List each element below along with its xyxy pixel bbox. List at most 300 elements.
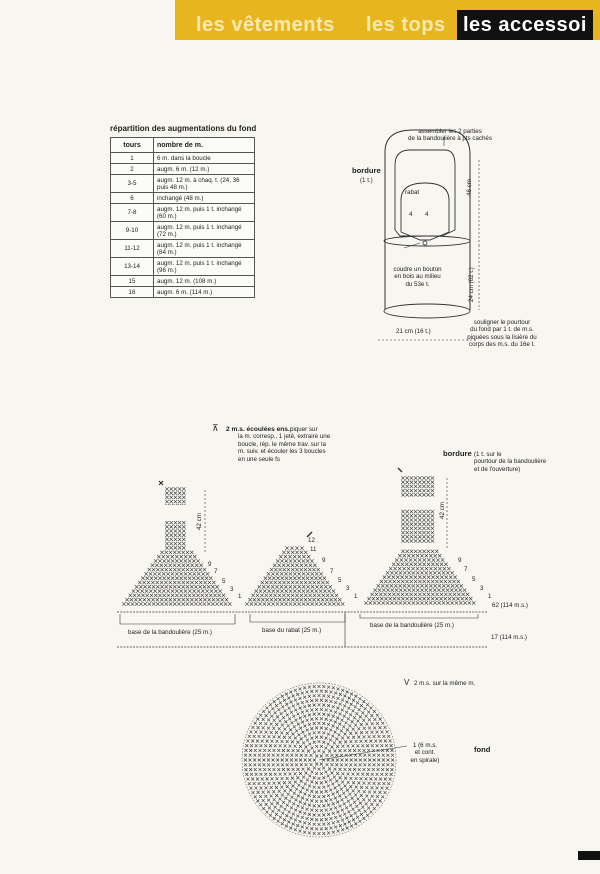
stitch-x <box>290 796 293 799</box>
tab-tops[interactable]: les tops <box>366 14 446 36</box>
stitch-x <box>225 598 228 601</box>
stitch-x <box>405 593 408 596</box>
stitch-x <box>365 786 368 789</box>
stitch-x <box>301 816 304 819</box>
stitch-x <box>284 720 287 723</box>
stitch-x <box>269 581 272 584</box>
assemble-note: assembler les 2 parties de la bandoulière à pts cachés <box>408 128 492 143</box>
stitch-x <box>442 588 445 591</box>
stitch-x <box>318 703 321 706</box>
stitch-x <box>336 820 339 823</box>
stitch-x <box>195 581 198 584</box>
stitch-x <box>368 790 371 793</box>
stitch-x <box>446 601 449 604</box>
stitch-x <box>182 487 185 490</box>
stitch-x <box>322 704 325 707</box>
stitch-x <box>448 597 451 600</box>
tab-vetements[interactable]: les vêtements <box>196 14 335 36</box>
stitch-x <box>245 773 248 776</box>
stitch-x <box>329 778 332 781</box>
stitch-x <box>174 538 177 541</box>
stitch-x <box>179 589 182 592</box>
stitch-x <box>259 744 262 747</box>
stitch-x <box>175 594 178 597</box>
stitch-x <box>441 558 444 561</box>
stitch-x <box>218 594 221 597</box>
stitch-x <box>295 551 298 554</box>
stitch-x <box>315 800 318 803</box>
stitch-x <box>285 577 288 580</box>
stitch-x <box>295 754 298 757</box>
stitch-x <box>343 802 346 805</box>
stitch-x <box>189 555 192 558</box>
stitch-x <box>401 550 404 553</box>
stitch-x <box>300 598 303 601</box>
base-mid-bracket <box>250 614 345 622</box>
stitch-x <box>156 581 159 584</box>
stitch-x <box>175 577 178 580</box>
stitch-x <box>165 585 168 588</box>
stitch-x <box>395 558 398 561</box>
stitch-x <box>380 744 383 747</box>
stitch-x <box>310 727 313 730</box>
stitch-x <box>433 588 436 591</box>
stitch-x <box>259 803 262 806</box>
stitch-x <box>122 602 125 605</box>
stitch-x <box>350 825 353 828</box>
stitch-x <box>257 791 260 794</box>
stitch-x <box>325 727 328 730</box>
stitch-x <box>154 594 157 597</box>
stitch-x <box>299 810 302 813</box>
stitch-x <box>327 784 330 787</box>
stitch-x <box>301 806 304 809</box>
stitch-x <box>448 593 451 596</box>
stitch-x <box>329 691 332 694</box>
stitch-x <box>367 768 370 771</box>
stitch-x <box>401 593 404 596</box>
stitch-x <box>372 754 375 757</box>
stitch-x <box>452 580 455 583</box>
stitch-x <box>306 700 309 703</box>
stitch-x <box>367 711 370 714</box>
stitch-x <box>273 749 276 752</box>
stitch-x <box>382 782 385 785</box>
stitch-x <box>125 598 128 601</box>
stitch-x <box>258 749 261 752</box>
stitch-x <box>407 584 410 587</box>
stitch-x <box>271 740 274 743</box>
stitch-x <box>447 584 450 587</box>
stitch-x <box>303 705 306 708</box>
stitch-x <box>258 759 261 762</box>
stitch-x <box>174 496 177 499</box>
stitch-x <box>310 754 313 757</box>
stitch-x <box>177 568 180 571</box>
stitch-x <box>165 496 168 499</box>
stitch-x <box>199 598 202 601</box>
stitch-x <box>282 716 285 719</box>
stitch-x <box>406 550 409 553</box>
cell-stitches: augm. 12 m. puis 1 t. inchangé (96 m.) <box>154 258 255 276</box>
stitch-x <box>198 585 201 588</box>
stitch-x <box>174 492 177 495</box>
stitch-x <box>274 581 277 584</box>
stitch-x <box>285 546 288 549</box>
stitch-x <box>422 563 425 566</box>
stitch-x <box>350 692 353 695</box>
stitch-x <box>392 563 395 566</box>
stitch-x <box>306 808 309 811</box>
stitch-x <box>174 529 177 532</box>
stitch-x <box>253 763 256 766</box>
stitch-x <box>254 749 257 752</box>
stitch-x <box>401 523 404 526</box>
stitch-x <box>341 745 344 748</box>
stitch-x <box>297 784 300 787</box>
stitch-x <box>173 568 176 571</box>
stitch-x <box>338 794 341 797</box>
stitch-x <box>285 589 288 592</box>
stitch-x <box>331 735 334 738</box>
stitch-x <box>368 727 371 730</box>
stitch-x <box>376 744 379 747</box>
stitch-x <box>281 759 284 762</box>
stitch-x <box>351 797 354 800</box>
stitch-x <box>376 597 379 600</box>
stitch-x <box>167 577 170 580</box>
stitch-x <box>267 782 270 785</box>
stitch-x <box>182 496 185 499</box>
stitch-x <box>384 580 387 583</box>
stitch-x <box>333 776 336 779</box>
stitch-x <box>355 805 358 808</box>
stitch-x <box>416 571 419 574</box>
stitch-x <box>346 728 349 731</box>
stitch-x <box>349 740 352 743</box>
stitch-x <box>292 802 295 805</box>
stitch-x <box>266 585 269 588</box>
cell-stitches: inchangé (48 m.) <box>154 193 255 204</box>
stitch-x <box>349 732 352 735</box>
stitch-x <box>147 598 150 601</box>
stitch-x <box>280 712 283 715</box>
stitch-x <box>317 598 320 601</box>
stitch-x <box>435 597 438 600</box>
stitch-x <box>165 487 168 490</box>
stitch-x <box>275 777 278 780</box>
stitch-x <box>461 593 464 596</box>
stitch-x <box>184 555 187 558</box>
stitch-x <box>339 768 342 771</box>
stitch-x <box>282 768 285 771</box>
stitch-x <box>216 598 219 601</box>
stitch-x <box>278 782 281 785</box>
stitch-x <box>296 749 299 752</box>
stitch-x <box>149 572 152 575</box>
stitch-x <box>416 601 419 604</box>
stitch-x <box>381 749 384 752</box>
stitch-x <box>285 559 288 562</box>
stitch-x <box>373 807 376 810</box>
stitch-x <box>457 593 460 596</box>
stitch-x <box>427 476 430 479</box>
stitch-x <box>333 741 336 744</box>
stitch-x <box>334 825 337 828</box>
stitch-x <box>325 790 328 793</box>
cell-tours: 1 <box>111 153 154 164</box>
stitch-x <box>297 589 300 592</box>
stitch-x <box>283 736 286 739</box>
stitch-x <box>422 539 425 542</box>
stitch-x <box>398 567 401 570</box>
stitch-x <box>427 489 430 492</box>
stitch-x <box>245 602 248 605</box>
stitch-x <box>306 585 309 588</box>
stitch-x <box>299 772 302 775</box>
stitch-x <box>418 527 421 530</box>
stitch-x <box>318 814 321 817</box>
stitch-x <box>378 588 381 591</box>
stitch-x <box>401 527 404 530</box>
stitch-x <box>382 601 385 604</box>
stitch-x <box>282 594 285 597</box>
stitch-x <box>282 564 285 567</box>
stitch-x <box>365 715 368 718</box>
stitch-x <box>164 564 167 567</box>
stitch-x <box>329 808 332 811</box>
stitch-x <box>365 802 368 805</box>
stitch-x <box>248 598 251 601</box>
stitch-x <box>182 546 185 549</box>
stitch-x <box>422 476 425 479</box>
bag-strap <box>385 130 470 240</box>
stitch-x <box>390 571 393 574</box>
stitch-x <box>294 699 297 702</box>
stitch-x <box>293 589 296 592</box>
stitch-x <box>370 706 373 709</box>
stitch-x <box>374 588 377 591</box>
stitch-x <box>339 741 342 744</box>
stitch-x <box>393 597 396 600</box>
stitch-x <box>152 602 155 605</box>
stitch-x <box>425 554 428 557</box>
stitch-x <box>306 788 309 791</box>
stitch-x <box>401 597 404 600</box>
stitch-x <box>360 777 363 780</box>
stitch-x <box>270 598 273 601</box>
stitch-x <box>284 797 287 800</box>
stitch-x <box>313 741 316 744</box>
stitch-x <box>420 601 423 604</box>
stitch-x <box>386 588 389 591</box>
stitch-x <box>306 559 309 562</box>
stitch-x <box>132 589 135 592</box>
stitch-x <box>422 510 425 513</box>
stitch-x <box>327 589 330 592</box>
stitch-x <box>285 759 288 762</box>
stitch-x <box>262 710 265 713</box>
stitch-x <box>433 601 436 604</box>
row-number: 9 <box>322 557 326 564</box>
stitch-x <box>297 572 300 575</box>
stitch-x <box>315 745 318 748</box>
stitch-x <box>318 694 321 697</box>
stitch-x <box>171 555 174 558</box>
stitch-x <box>382 588 385 591</box>
stitch-x <box>315 602 318 605</box>
stitch-x <box>368 763 371 766</box>
stitch-x <box>368 799 371 802</box>
stitch-x <box>401 489 404 492</box>
stitch-x <box>179 559 182 562</box>
stitch-x <box>334 701 337 704</box>
stitch-x <box>334 711 337 714</box>
stitch-x <box>182 602 185 605</box>
stitch-x <box>167 559 170 562</box>
stitch-x <box>154 577 157 580</box>
stitch-x <box>340 763 343 766</box>
stitch-x <box>182 500 185 503</box>
stitch-x <box>327 733 330 736</box>
stitch-x <box>249 749 252 752</box>
stitch-x <box>306 572 309 575</box>
stitch-x <box>429 554 432 557</box>
stitch-x <box>313 776 316 779</box>
stitch-x <box>401 476 404 479</box>
stitch-x <box>306 826 309 829</box>
stitch-x <box>288 555 291 558</box>
stitch-x <box>332 589 335 592</box>
stitch-x <box>302 741 305 744</box>
stitch-x <box>433 571 436 574</box>
stitch-x <box>418 597 421 600</box>
stitch-x <box>266 777 269 780</box>
stitch-x <box>427 527 430 530</box>
stitch-x <box>335 763 338 766</box>
cell-stitches: augm. 6 m. (12 m.) <box>154 164 255 175</box>
stitch-x <box>384 726 387 729</box>
stitch-x <box>393 567 396 570</box>
stitch-x <box>376 795 379 798</box>
stitch-x <box>182 525 185 528</box>
stitch-x <box>141 577 144 580</box>
stitch-x <box>423 576 426 579</box>
stitch-x <box>173 585 176 588</box>
stitch-x <box>299 759 302 762</box>
stitch-x <box>352 699 355 702</box>
stitch-x <box>304 598 307 601</box>
stitch-x <box>327 803 330 806</box>
stitch-x <box>409 563 412 566</box>
stitch-x <box>165 551 168 554</box>
stitch-x <box>385 730 388 733</box>
stitch-x <box>420 554 423 557</box>
stitch-x <box>300 763 303 766</box>
stitch-x <box>259 786 262 789</box>
stitch-x <box>348 793 351 796</box>
stitch-x <box>451 584 454 587</box>
stitch-x <box>283 818 286 821</box>
stitch-x <box>386 571 389 574</box>
stitch-x <box>130 598 133 601</box>
stitch-x <box>418 510 421 513</box>
stitch-x <box>295 546 298 549</box>
stitch-x <box>284 602 287 605</box>
stitch-x <box>345 711 348 714</box>
stitch-x <box>335 594 338 597</box>
tab-accessoires[interactable]: les accessoi <box>457 10 593 40</box>
stitch-x <box>173 602 176 605</box>
stitch-x <box>353 716 356 719</box>
stitch-x <box>427 539 430 542</box>
stitch-x <box>174 534 177 537</box>
stitch-x <box>284 572 287 575</box>
stitch-x <box>322 741 325 744</box>
stitch-x <box>258 735 261 738</box>
stitch-x <box>224 602 227 605</box>
stitch-x <box>365 731 368 734</box>
stitch-x <box>131 602 134 605</box>
stitch-x <box>293 602 296 605</box>
stitch-x <box>267 718 270 721</box>
stitch-x <box>351 744 354 747</box>
stitch-x <box>344 732 347 735</box>
stitch-x <box>271 602 274 605</box>
stitch-x <box>463 588 466 591</box>
stitch-x <box>325 699 328 702</box>
stitch-x <box>440 593 443 596</box>
stitch-x <box>146 594 149 597</box>
stitch-x <box>267 589 270 592</box>
stitch-x <box>170 542 173 545</box>
stitch-x <box>287 568 290 571</box>
stitch-x <box>368 735 371 738</box>
stitch-x <box>281 705 284 708</box>
stitch-x <box>348 768 351 771</box>
stitch-x <box>290 711 293 714</box>
stitch-x <box>303 821 306 824</box>
stitch-x <box>278 594 281 597</box>
stitch-x <box>289 728 292 731</box>
stitch-x <box>343 704 346 707</box>
stitch-x <box>373 791 376 794</box>
stitch-x <box>248 782 251 785</box>
stitch-x <box>381 768 384 771</box>
stitch-x <box>354 759 357 762</box>
stitch-x <box>303 831 306 834</box>
stitch-x <box>171 577 174 580</box>
stitch-x <box>331 772 334 775</box>
stitch-x <box>400 558 403 561</box>
stitch-x <box>178 525 181 528</box>
stitch-x <box>367 749 370 752</box>
base-right-bracket <box>360 614 478 618</box>
stitch-x <box>431 539 434 542</box>
stitch-x <box>364 707 367 710</box>
stitch-x <box>304 745 307 748</box>
stitch-x <box>322 813 325 816</box>
stitch-x <box>329 817 332 820</box>
stitch-x <box>348 821 351 824</box>
stitch-x <box>414 510 417 513</box>
strap-gap-right <box>401 497 435 509</box>
stitch-x <box>398 554 401 557</box>
stitch-x <box>410 597 413 600</box>
stitch-x <box>414 518 417 521</box>
stitch-x <box>279 744 282 747</box>
stitch-x <box>334 598 337 601</box>
